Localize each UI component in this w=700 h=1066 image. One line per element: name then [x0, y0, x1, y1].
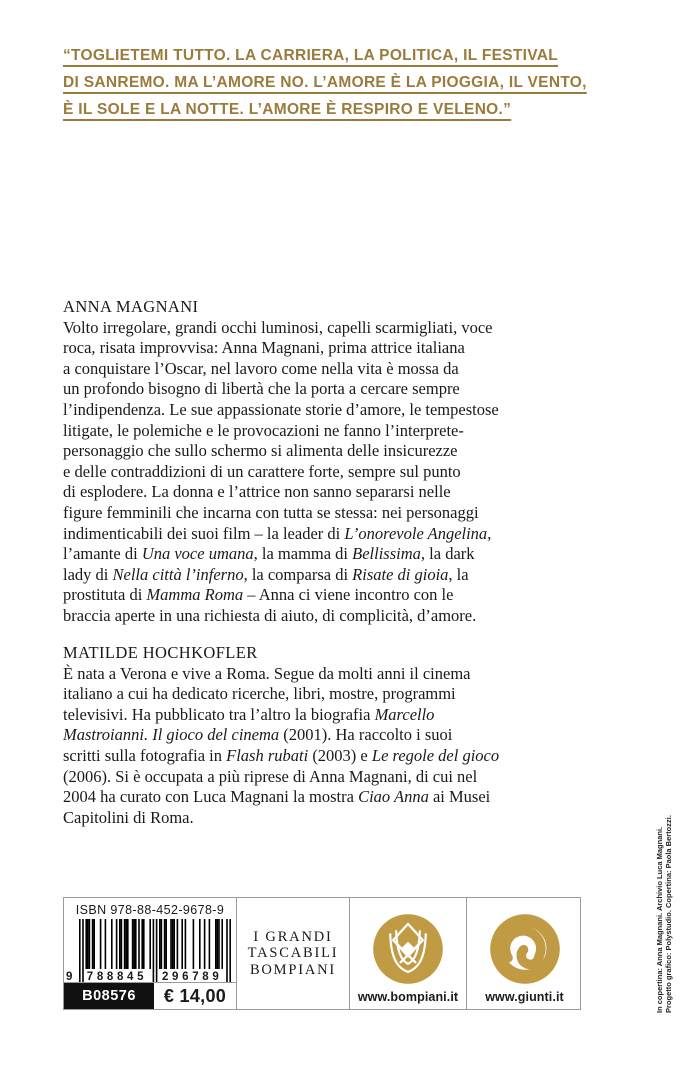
barcode-digit-group-left: 788845	[86, 971, 148, 983]
text-line: DI SANREMO. MA L’AMORE NO. L’AMORE È LA PIOGGIA, IL VENTO,	[63, 74, 587, 91]
giunti-logo-icon	[488, 912, 562, 986]
text-line: un profondo bisogno di libertà che la porta a cercare sempre	[63, 379, 460, 399]
bompiani-url: www.bompiani.it	[357, 990, 459, 1004]
text-line: prostituta di Mamma Roma – Anna ci viene incontro con le	[63, 585, 454, 605]
text-line: (2006). Si è occupata a più riprese di Anna Magnani, di cui nel	[63, 766, 478, 786]
text-line: e delle contraddizioni di un carattere forte, sempre sul punto	[63, 461, 461, 481]
author-section	[63, 643, 648, 828]
credit-line-cover: In copertina: Anna Magnani. Archivio Luca Magnani.	[655, 826, 664, 1013]
text-line: lady di Nella città l’inferno, la comparsa di Risate di gioia, la	[63, 564, 469, 584]
text-line: Capitolini di Roma.	[63, 807, 194, 827]
imprint-cell	[236, 898, 349, 1009]
section-heading-matilde-hochkofler: MATILDE HOCHKOFLER	[63, 643, 258, 662]
text-line: I GRANDI	[253, 928, 333, 945]
text-line: roca, risata improvvisa: Anna Magnani, prima attrice italiana	[63, 338, 465, 358]
section-heading-anna-magnani: ANNA MAGNANI	[63, 297, 199, 316]
text-line: BOMPIANI	[249, 961, 337, 978]
text-line: indimenticabili dei suoi film – la leader di L’onorevole Angelina,	[63, 523, 492, 543]
text-line: È IL SOLE E LA NOTTE. L’AMORE È RESPIRO E VELENO.”	[63, 101, 512, 118]
anna-magnani-section	[63, 297, 648, 627]
text-line: Mastroianni. Il gioco del cinema (2001). Ha raccolto i suoi	[63, 725, 453, 745]
text-line: figure femminili che incarna con tutta se stessa: nei personaggi	[63, 502, 479, 522]
barcode-digit-first: 9	[66, 971, 73, 983]
barcode-cell	[64, 898, 236, 1009]
text-line: di esplodere. La donna e l’attrice non sanno separarsi nelle	[63, 482, 451, 502]
text-line: l’indipendenza. Le sue appassionate storie d’amore, le tempestose	[63, 399, 499, 419]
text-line: È nata a Verona e vive a Roma. Segue da molti anni il cinema	[63, 663, 471, 683]
giunti-url: www.giunti.it	[485, 990, 564, 1004]
footer-strip	[63, 897, 581, 1010]
anna-magnani-bio-text	[63, 318, 648, 627]
credit-line-design: Progetto grafico: Polystudio. Copertina: Paola Bertozzi.	[663, 815, 673, 1013]
text-line: litigate, le polemiche e le provocazioni ne fanno l’interprete-	[63, 420, 464, 440]
barcode-digit-group-right: 296789	[161, 971, 223, 983]
code-price-row	[64, 982, 236, 1009]
product-code-badge: B08576	[64, 983, 154, 1009]
photo-credits-vertical	[655, 815, 673, 1013]
price-label: € 14,00	[163, 985, 227, 1006]
text-line: l’amante di Una voce umana, la mamma di Bellissima, la dark	[63, 544, 475, 564]
text-line: a conquistare l’Oscar, nel lavoro come nella vita è mossa da	[63, 358, 459, 378]
text-line: “TOGLIETEMI TUTTO. LA CARRIERA, LA POLITICA, IL FESTIVAL	[63, 47, 558, 64]
text-line: scritti sulla fotografia in Flash rubati (2003) e Le regole del gioco	[63, 745, 500, 765]
bompiani-cell	[349, 898, 466, 1009]
author-bio-text	[63, 664, 648, 829]
text-line: italiano a cui ha dedicato ricerche, libri, mostre, programmi	[63, 684, 456, 704]
bompiani-logo-icon	[371, 912, 445, 986]
barcode-digits	[66, 970, 231, 983]
tagline-quote	[63, 42, 587, 123]
text-line: personaggio che sullo schermo si alimenta delle insicurezze	[63, 441, 458, 461]
text-line: braccia aperte in una richiesta di aiuto, di complicità, d’amore.	[63, 605, 477, 625]
isbn-label: ISBN 978-88-452-9678-9	[75, 903, 225, 917]
text-line: TASCABILI	[247, 945, 339, 962]
text-line: Volto irregolare, grandi occhi luminosi, capelli scarmigliati, voce	[63, 317, 493, 337]
text-line: televisivi. Ha pubblicato tra l’altro la biografia Marcello	[63, 704, 435, 724]
text-line: 2004 ha curato con Luca Magnani la mostra Ciao Anna ai Musei	[63, 787, 491, 807]
giunti-cell	[466, 898, 582, 1009]
barcode	[66, 919, 231, 983]
